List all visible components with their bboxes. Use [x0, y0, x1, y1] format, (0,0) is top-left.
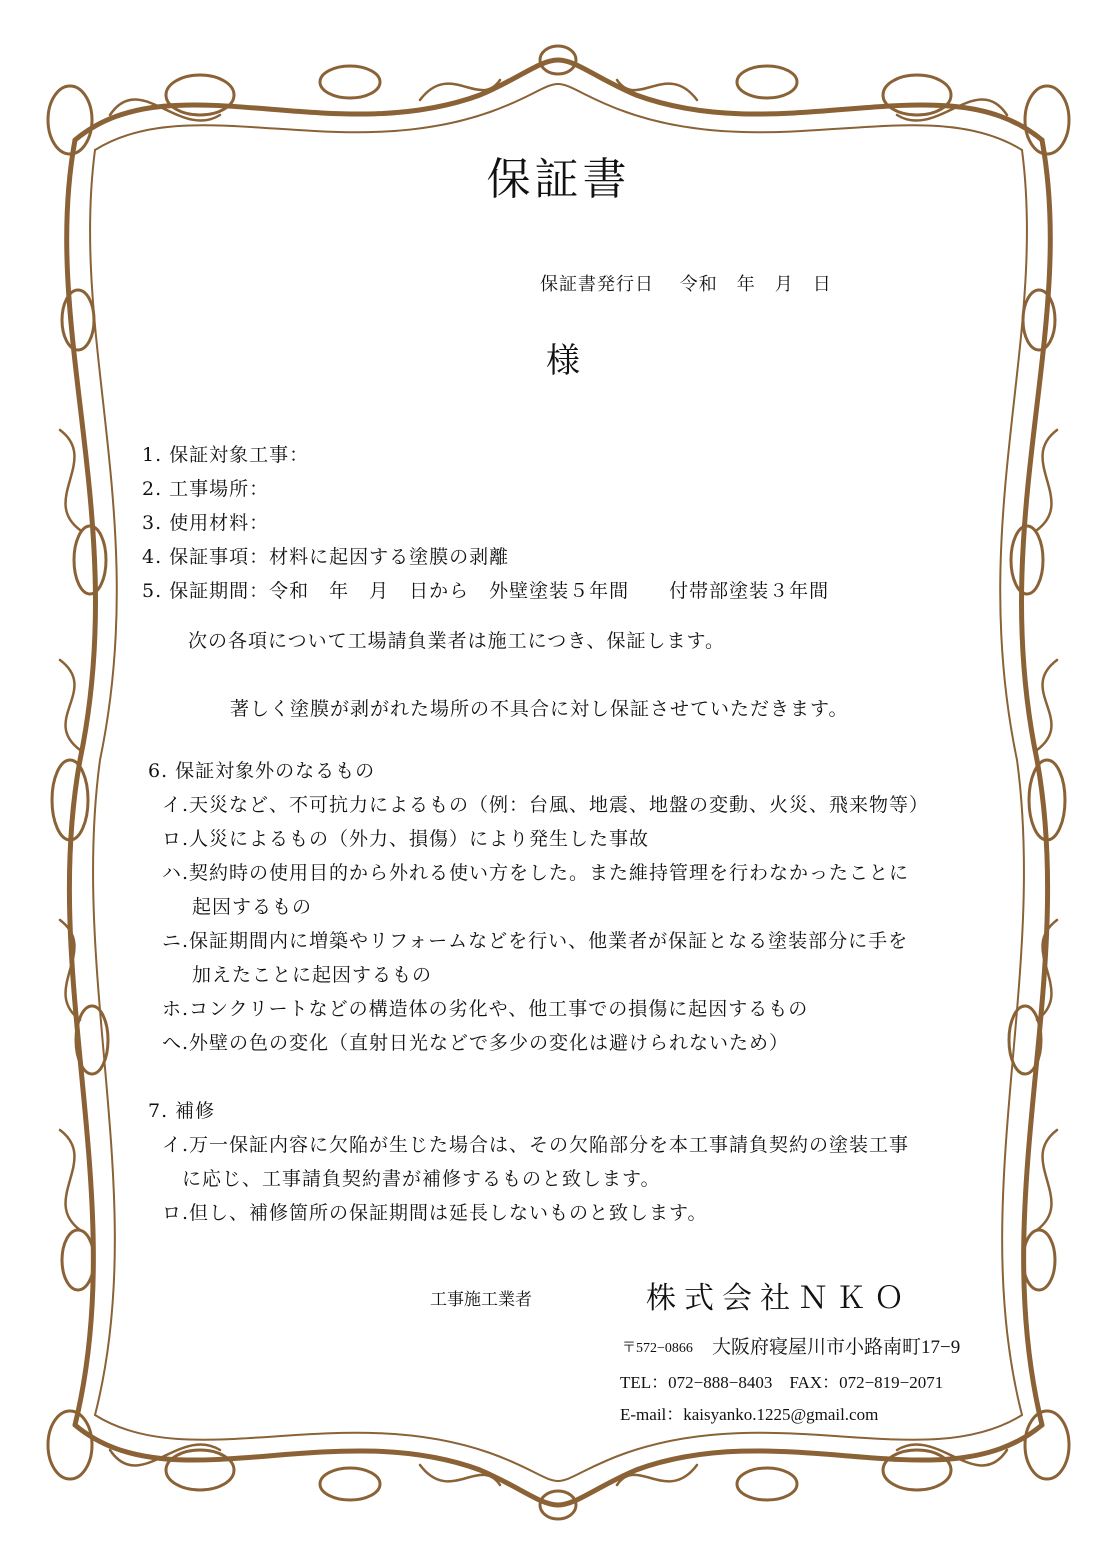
- email: E-mail：kaisyanko.1225@gmail.com: [620, 1405, 879, 1424]
- exclusion-line: ロ.人災によるもの（外力、損傷）により発生した事故: [162, 828, 650, 850]
- exclusion-line: ハ.契約時の使用目的から外れる使い方をした。また維持管理を行わなかったことに: [162, 862, 910, 884]
- postal-code: 〒572−0866: [622, 1341, 693, 1356]
- document-title: 保証書: [486, 154, 631, 205]
- company-address: 大阪府寝屋川市小路南町17−9: [712, 1337, 961, 1358]
- item-guarantee-period: 5. 保証期間：令和 年 月 日から 外壁塗装５年間 付帯部塗装３年間: [142, 580, 830, 602]
- statement-1: 次の各項について工場請負業者は施工につき、保証します。: [188, 630, 725, 652]
- exclusion-line: 起因するもの: [192, 896, 313, 918]
- repair-heading: 7. 補修: [148, 1100, 216, 1122]
- item-work-location: 2. 工事場所：: [142, 478, 270, 500]
- exclusion-line: イ.天災など、不可抗力によるもの（例：台風、地震、地盤の変動、火災、飛来物等）: [162, 794, 930, 816]
- company-name: 株式会社ＮＫＯ: [646, 1281, 912, 1316]
- contractor-label: 工事施工業者: [430, 1290, 532, 1310]
- tel-fax: TEL：072−888−8403 FAX：072−819−2071: [620, 1373, 944, 1392]
- repair-line: イ.万一保証内容に欠陥が生じた場合は、その欠陥部分を本工事請負契約の塗装工事: [162, 1134, 910, 1156]
- exclusion-line: ホ.コンクリートなどの構造体の劣化や、他工事での損傷に起因するもの: [162, 998, 809, 1020]
- issue-date: 保証書発行日 令和 年 月 日: [540, 274, 832, 295]
- statement-2: 著しく塗膜が剥がれた場所の不具合に対し保証させていただきます。: [230, 698, 849, 720]
- repair-line: ロ.但し、補修箇所の保証期間は延長しないものと致します。: [162, 1202, 708, 1224]
- repair-line: に応じ、工事請負契約書が補修するものと致します。: [182, 1168, 661, 1190]
- exclusion-line: へ.外壁の色の変化（直射日光などで多少の変化は避けられないため）: [162, 1032, 790, 1054]
- item-guarantee-matters: 4. 保証事項：材料に起因する塗膜の剥離: [142, 546, 510, 568]
- exclusions-heading: 6. 保証対象外のなるもの: [148, 760, 376, 782]
- exclusion-line: 加えたことに起因するもの: [192, 964, 433, 986]
- item-materials: 3. 使用材料：: [142, 512, 270, 534]
- recipient-suffix: 様: [546, 341, 581, 381]
- item-target-work: 1. 保証対象工事：: [142, 444, 310, 466]
- exclusion-line: ニ.保証期間内に増築やリフォームなどを行い、他業者が保証となる塗装部分に手を: [162, 930, 909, 952]
